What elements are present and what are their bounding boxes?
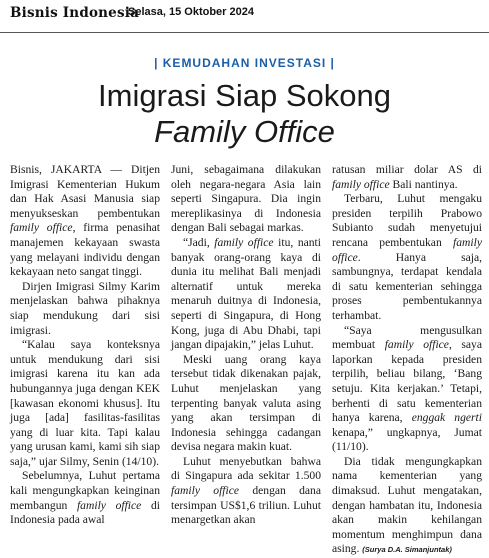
paragraph: ratusan miliar dolar AS di family office Bali nantinya.	[332, 163, 482, 191]
paragraph: Sebelumnya, Luhut pertama kali mengungkapkan keinginan membangun family office di Indonesia pada awal	[10, 469, 160, 527]
author-credit: (Surya D.A. Simanjuntak)	[362, 545, 452, 555]
masthead	[10, 5, 486, 27]
column-1	[10, 163, 160, 527]
masthead-divider	[0, 32, 489, 33]
paragraph: Meski uang orang kaya tersebut tidak dikenakan pajak, Luhut menjelaskan yang terpenting banyak valuta asing yang akan tersimpan di Indonesia sehingga cadangan devisa negara makin kuat.	[171, 352, 321, 454]
paragraph-last	[332, 455, 482, 558]
paragraph: Dirjen Imigrasi Silmy Karim menjelaskan bahwa pihaknya siap mendukung dari sisi imigrasi.	[10, 279, 160, 337]
paragraph-text: Dia tidak mengungkapkan nama kementerian yang dimaksud. Luhut mengatakan, dengan hambatan itu, Indonesia akan makin kehilangan momentum menghimpun dana asing.	[332, 454, 482, 556]
paragraph: “Saya mengusulkan membuat family office, saya laporkan kepada presiden terpilih, beliau bilang, ‘Bang setuju. Kita kerjakan.’ Tetapi, berhenti di satu kementerian hanya karena, enggak ngerti kenapa,” ungkapnya, Jumat (11/10).	[332, 323, 482, 454]
paragraph: “Kalau saya konteksnya untuk mendukung dari sisi imigrasi karena itu kan ada hubungannya juga dengan KEK [kawasan ekonomi khusus]. Itu juga [ada] fasilitas-fasilitas yang di luar kita. Tapi kalau yang urusan kami, kami sih siap saja,” ujar Silmy, Senin (14/10).	[10, 338, 160, 468]
column-2	[171, 163, 321, 527]
article-body	[10, 163, 484, 556]
paragraph: Juni, sebagaimana dilakukan oleh negara-negara Asia lain seperti Singapura. Dia ingin mereplikasinya di Indonesia dengan Bali sebagai markas.	[171, 163, 321, 235]
publication-date: Selasa, 15 Oktober 2024	[128, 6, 254, 18]
paragraph: Luhut menyebutkan bahwa di Singapura ada sekitar 1.500 family office dengan dana tersimpan US$1,6 triliun. Luhut menargetkan akan	[171, 454, 321, 527]
column-3	[332, 163, 482, 556]
paragraph: “Jadi, family office itu, nanti banyak orang-orang kaya di dunia itu melihat Bali menjadi alternatif untuk mereka menaruh duitnya di Indonesia, seperti di Singapura, di Hong Kong, juga di Abu Dhabi, tapi jangan dipajakin,” jelas Luhut.	[171, 235, 321, 352]
paragraph: Terbaru, Luhut mengaku presiden terpilih Prabowo Subianto sudah menyetujui rencana pembentukan family office. Hanya saja, sambungnya, terdapat kendala di satu kementerian sehingga proses pembentukannya terhambat.	[332, 192, 482, 322]
headline-line-2: Family Office	[154, 114, 335, 149]
headline-line-1: Imigrasi Siap Sokong	[98, 78, 391, 113]
article-kicker: | KEMUDAHAN INVESTASI |	[154, 56, 335, 70]
paragraph: Bisnis, JAKARTA — Ditjen Imigrasi Kementerian Hukum dan Hak Asasi Manusia siap menyukseskan pembentukan family office, firma penasihat manajemen kekayaan swasta yang melayani individu dengan kekayaan neto sangat tinggi.	[10, 163, 160, 279]
publication-name: Bisnis Indonesia	[10, 5, 140, 21]
